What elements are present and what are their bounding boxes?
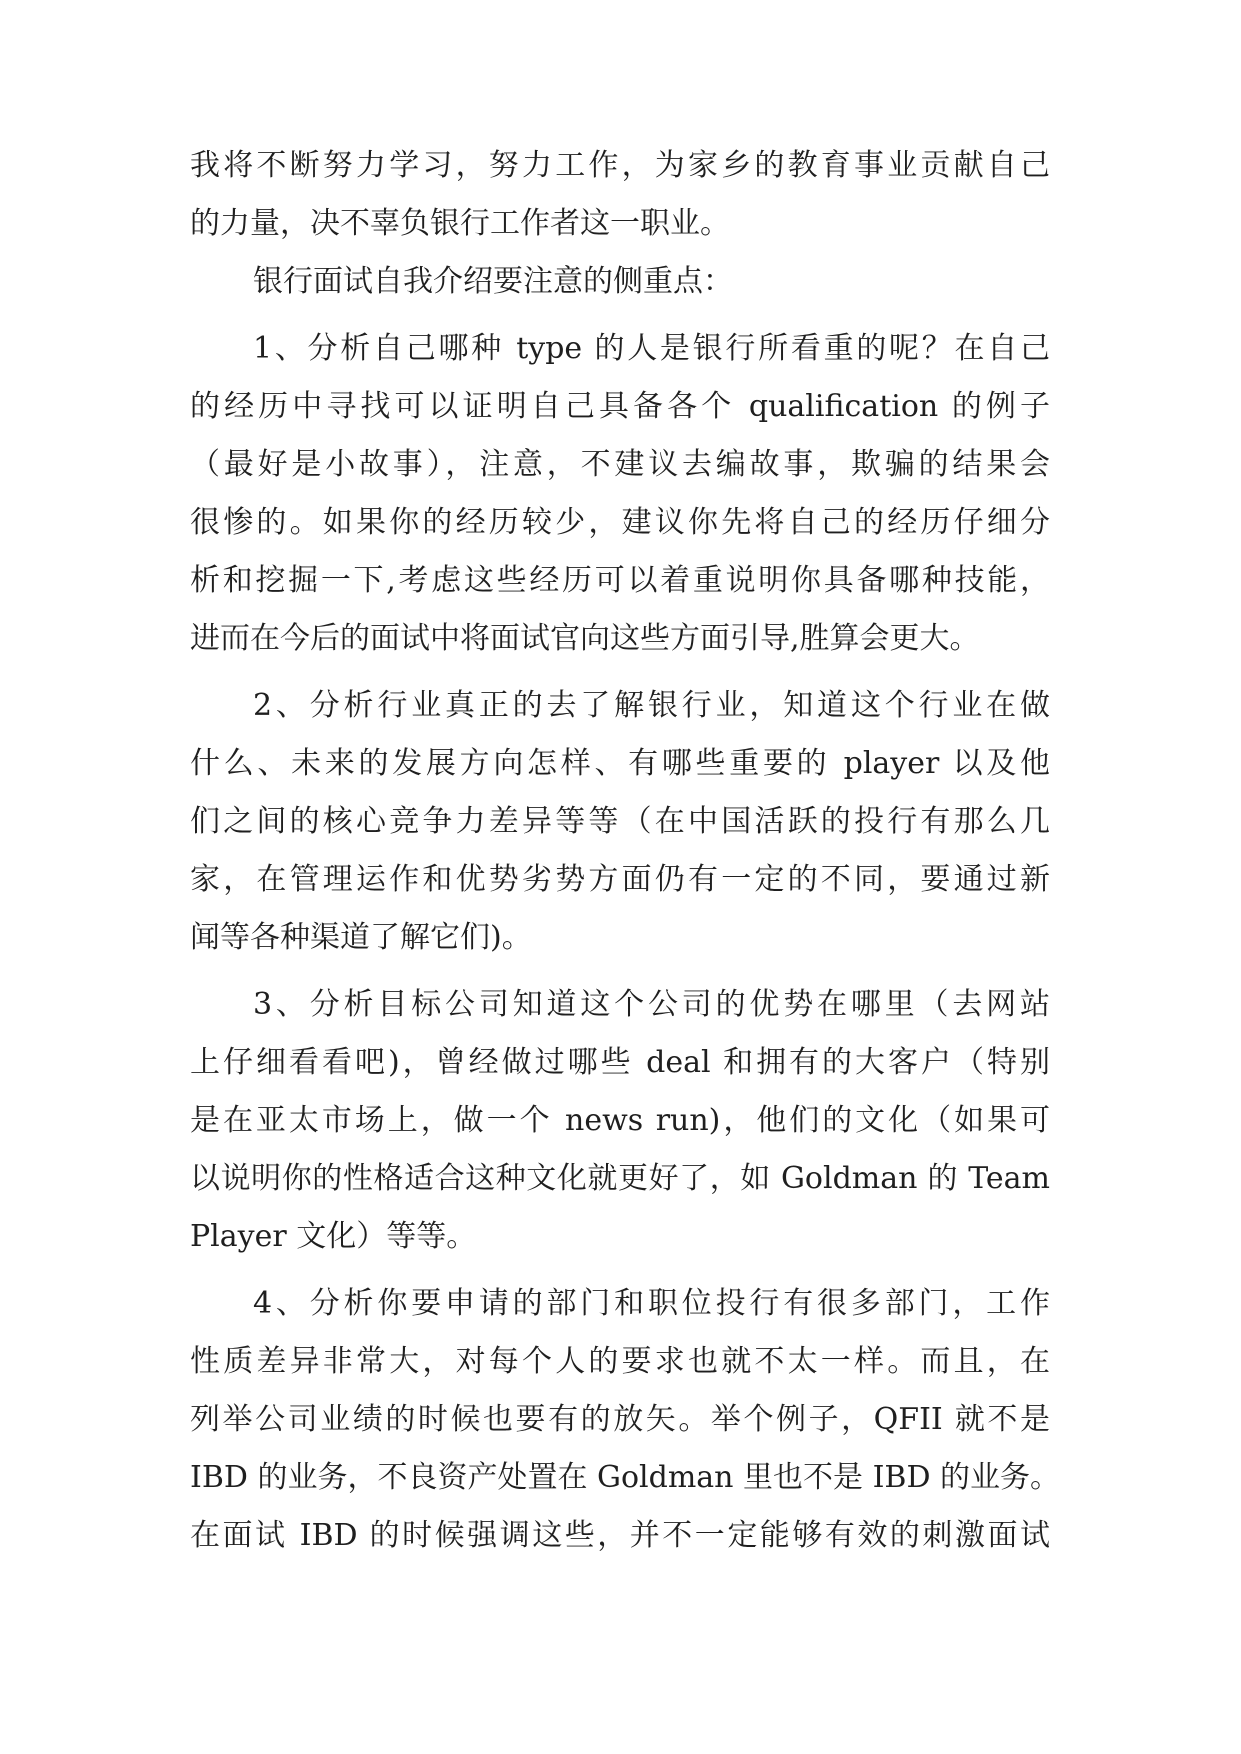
- text-line: 2、分析行业真正的去了解银行业，知道这个行业在做: [253, 688, 1050, 723]
- text-line: （最好是小故事），注意，不建议去编故事，欺骗的结果会: [190, 447, 1050, 482]
- text-line: 在面试 IBD 的时候强调这些，并不一定能够有效的刺激面试: [190, 1518, 1050, 1553]
- text-line: 1、分析自己哪种 type 的人是银行所看重的呢？在自己: [253, 331, 1050, 366]
- text-line: 以说明你的性格适合这种文化就更好了，如 Goldman 的 Team: [190, 1161, 1050, 1196]
- text-line: 们之间的核心竞争力差异等等（在中国活跃的投行有那么几: [190, 804, 1050, 839]
- text-line: 析和挖掘一下,考虑这些经历可以着重说明你具备哪种技能，: [190, 563, 1050, 598]
- text-line: 很惨的。如果你的经历较少，建议你先将自己的经历仔细分: [190, 505, 1050, 540]
- text-line: 的力量，决不辜负银行工作者这一职业。: [190, 206, 730, 241]
- text-line: Player 文化）等等。: [190, 1219, 477, 1254]
- text-line: 进而在今后的面试中将面试官向这些方面引导,胜算会更大。: [190, 621, 980, 656]
- text-line: 是在亚太市场上，做一个 news run)，他们的文化（如果可: [190, 1103, 1050, 1138]
- text-line: 性质差异非常大，对每个人的要求也就不太一样。而且，在: [190, 1344, 1050, 1379]
- text-line: 4、分析你要申请的部门和职位投行有很多部门，工作: [253, 1286, 1050, 1321]
- text-line: 什么、未来的发展方向怎样、有哪些重要的 player 以及他: [190, 746, 1050, 781]
- text-line: 的经历中寻找可以证明自己具备各个 qualification 的例子: [190, 389, 1050, 424]
- section-heading: 银行面试自我介绍要注意的侧重点：: [253, 264, 733, 299]
- text-line: 家，在管理运作和优势劣势方面仍有一定的不同，要通过新: [190, 862, 1050, 897]
- text-line: 列举公司业绩的时候也要有的放矢。举个例子，QFII 就不是: [190, 1402, 1050, 1437]
- text-line: 我将不断努力学习，努力工作，为家乡的教育事业贡献自己: [190, 148, 1050, 183]
- text-line: 闻等各种渠道了解它们)。: [190, 920, 532, 955]
- text-line: 上仔细看看吧)，曾经做过哪些 deal 和拥有的大客户（特别: [190, 1045, 1050, 1080]
- text-line: 3、分析目标公司知道这个公司的优势在哪里（去网站: [253, 987, 1050, 1022]
- text-line: IBD 的业务，不良资产处置在 Goldman 里也不是 IBD 的业务。: [190, 1460, 1061, 1495]
